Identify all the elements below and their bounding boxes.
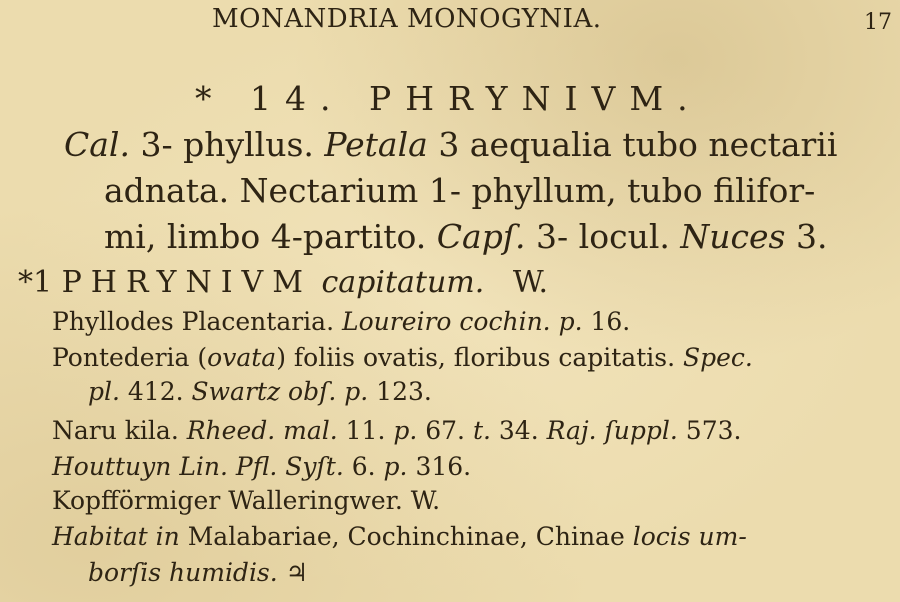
habitat-locis: locis um- — [632, 522, 747, 551]
petala-label: Petala — [324, 125, 428, 164]
reference-abbrev: p. — [393, 416, 418, 445]
reference-abbrev: t. — [472, 416, 491, 445]
capsula-text: 3- locul. — [525, 217, 681, 256]
generic-character-line — [104, 217, 828, 256]
synonymy-line — [52, 309, 630, 334]
reference-houttuyn: Houttuyn Lin. Pfl. Syſt. — [52, 452, 344, 481]
genus-heading — [195, 79, 702, 118]
reference-page: 16. — [582, 307, 631, 336]
synonym-name: Pontederia ( — [52, 343, 208, 372]
synonymy-line — [52, 345, 753, 370]
habitat-condition: borſis humidis. — [88, 558, 278, 587]
synonym-name: Phyllodes Placentaria. — [52, 307, 342, 336]
generic-character-line — [64, 125, 838, 164]
generic-character-line: adnata. Nectarium 1- phyllum, tubo filifor- — [104, 171, 816, 210]
vernacular-name-line: Kopfförmiger Walleringwer. W. — [52, 486, 441, 515]
calyx-label: Cal. — [64, 125, 130, 164]
genus-number: * 14. — [195, 79, 345, 118]
reference-abbrev: p. — [383, 452, 408, 481]
reference-page: 67. — [417, 416, 473, 445]
habitat-line — [52, 524, 747, 549]
reference-ray: Raj. ſuppl. — [546, 416, 678, 445]
capsula-label: Capſ. — [436, 217, 526, 256]
synonymy-line — [52, 454, 471, 479]
petala-text: 3 aequalia tubo nectarii — [427, 125, 838, 164]
limbo-text: mi, limbo 4-partito. — [104, 217, 437, 256]
species-epithet: capitatum. — [321, 265, 485, 300]
synonym-description: ) foliis ovatis, floribus capitatis. — [276, 343, 683, 372]
reference-volume: 11. — [337, 416, 394, 445]
page-number: 17 — [864, 10, 892, 35]
habitat-line — [88, 560, 308, 585]
reference-page: 412. — [119, 377, 192, 406]
synonymy-line — [88, 379, 432, 404]
habitat-label: Habitat in — [52, 522, 180, 551]
reference-volume: 6. — [343, 452, 384, 481]
reference-page: 573. — [677, 416, 742, 445]
species-heading — [18, 265, 549, 300]
calyx-text: 3- phyllus. — [129, 125, 325, 164]
species-authority: W. — [512, 265, 549, 300]
reference-page: 316. — [407, 452, 472, 481]
reference-swartz: Swartz obſ. p. — [191, 377, 369, 406]
nuces-label: Nuces — [680, 217, 786, 256]
synonym-epithet: ovata — [207, 343, 277, 372]
reference-species-plantarum: Spec. — [682, 343, 753, 372]
reference-page: 123. — [368, 377, 432, 406]
habitat-places: Malabariae, Cochinchinae, Chinae — [179, 522, 633, 551]
species-number: *1 — [18, 265, 62, 300]
reference-abbrev: pl. — [88, 377, 120, 406]
running-header-title: MONANDRIA MONOGYNIA. — [212, 4, 602, 34]
nuces-text: 3. — [785, 217, 828, 256]
reference-plate: 34. — [490, 416, 547, 445]
reference-loureiro: Loureiro cochin. p. — [341, 307, 583, 336]
reference-rheede: Rheed. mal. — [186, 416, 338, 445]
species-genus-name: PHRYNIVM — [61, 265, 312, 300]
synonym-name: Naru kila. — [52, 416, 187, 445]
synonymy-line — [52, 418, 741, 443]
perennial-symbol: ♃ — [277, 558, 309, 587]
genus-name: PHRYNIVM. — [368, 79, 702, 118]
